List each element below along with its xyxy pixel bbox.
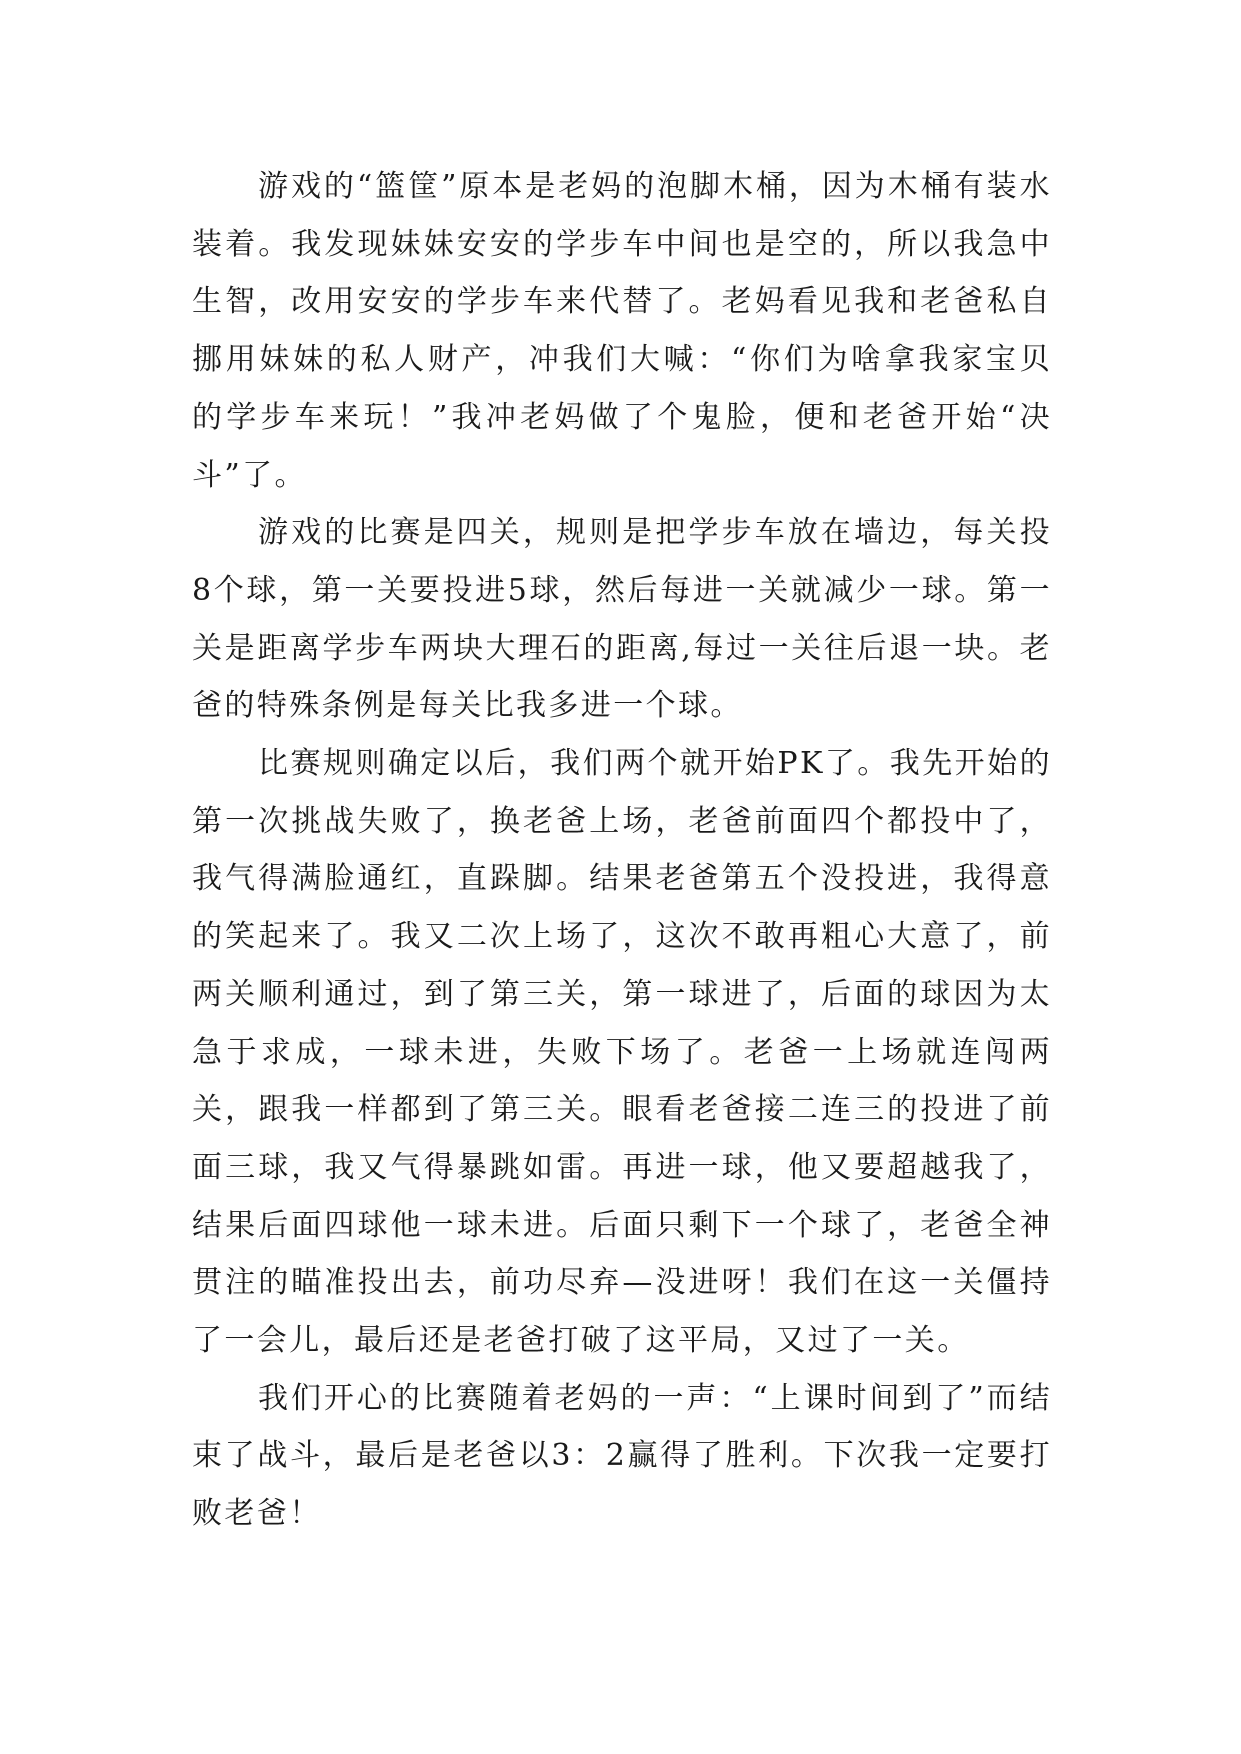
- paragraph-2: 游戏的比赛是四关，规则是把学步车放在墙边，每关投8个球，第一关要投进5球，然后每进一关就减少一球。第一关是距离学步车两块大理石的距离,每过一关往后退一块。老爸的特殊条例是每关比我多进一个球。: [192, 515, 1052, 724]
- paragraph-1: 游戏的“篮筐”原本是老妈的泡脚木桶，因为木桶有装水装着。我发现妹妹安安的学步车中间也是空的，所以我急中生智，改用安安的学步车来代替了。老妈看见我和老爸私自挪用妹妹的私人财产，冲我们大喊：“你们为啥拿我家宝贝的学步车来玩！”我冲老妈做了个鬼脸，便和老爸开始“决斗”了。: [192, 169, 1052, 493]
- paragraph-4: 我们开心的比赛随着老妈的一声：“上课时间到了”而结束了战斗，最后是老爸以3：2赢得了胜利。下次我一定要打败老爸！: [192, 1380, 1052, 1532]
- document-body: [192, 158, 1052, 1543]
- paragraph-3: 比赛规则确定以后，我们两个就开始PK了。我先开始的第一次挑战失败了，换老爸上场，老爸前面四个都投中了，我气得满脸通红，直跺脚。结果老爸第五个没投进，我得意的笑起来了。我又二次上场了，这次不敢再粗心大意了，前两关顺利通过，到了第三关，第一球进了，后面的球因为太急于求成，一球未进，失败下场了。老爸一上场就连闯两关，跟我一样都到了第三关。眼看老爸接二连三的投进了前面三球，我又气得暴跳如雷。再进一球，他又要超越我了，结果后面四球他一球未进。后面只剩下一个球了，老爸全神贯注的瞄准投出去，前功尽弃—没进呀！我们在这一关僵持了一会儿，最后还是老爸打破了这平局，又过了一关。: [192, 746, 1052, 1359]
